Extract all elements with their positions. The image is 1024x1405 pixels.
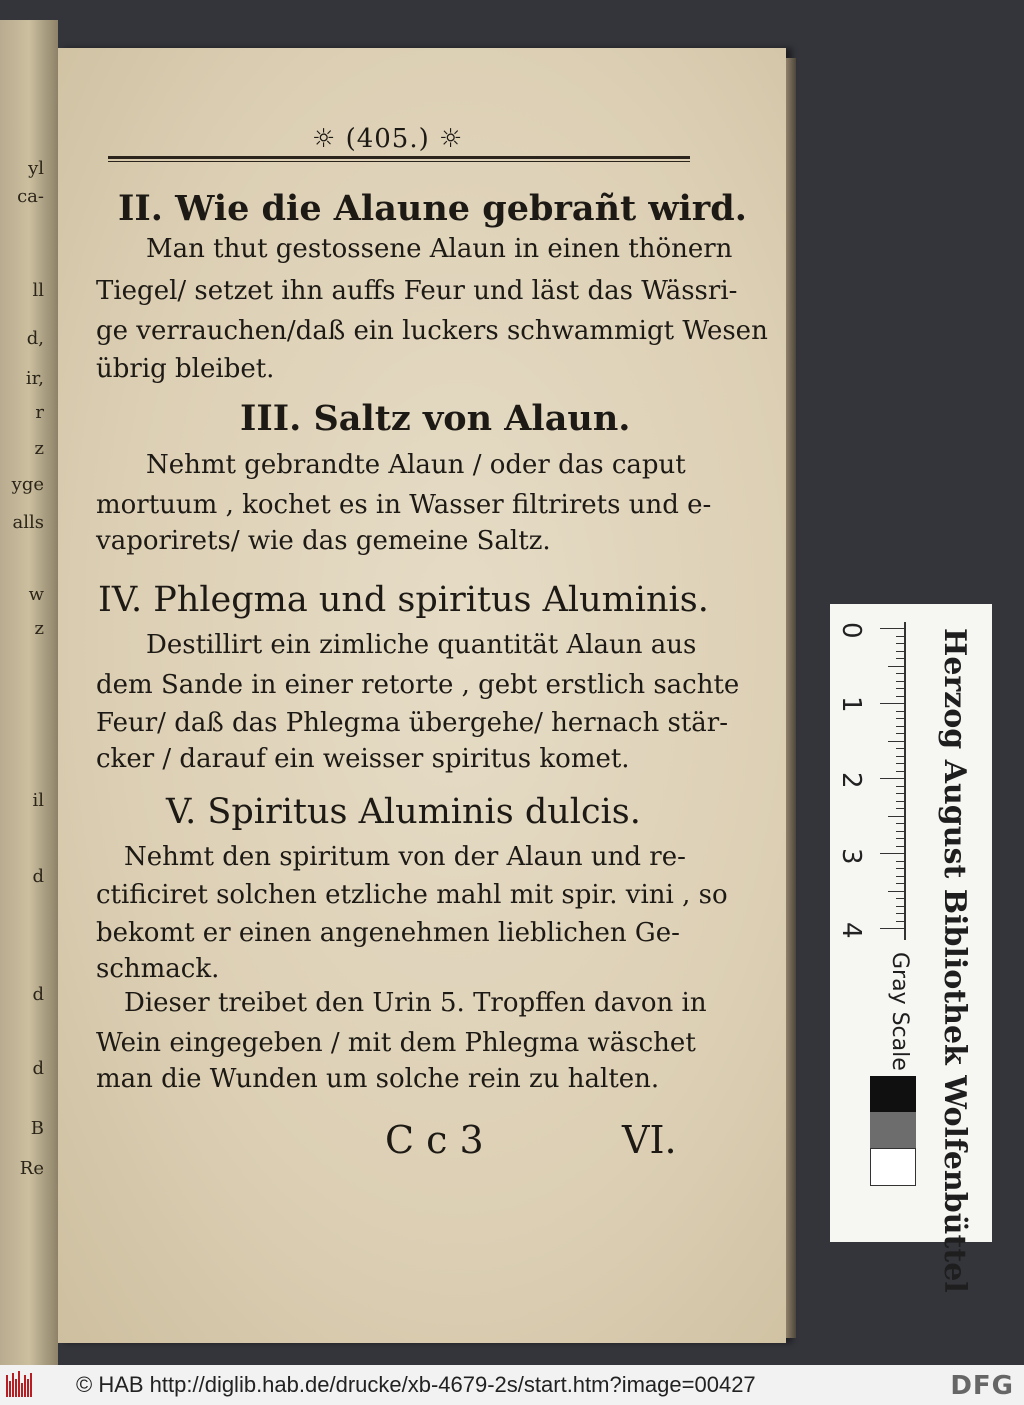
text-line: Dieser treibet den Urin 5. Tropffen davon in [124,988,707,1018]
text-line: man die Wunden um solche rein zu halten. [96,1064,660,1094]
text-line: Destillirt ein zimliche quantität Alaun aus [146,630,697,660]
footer-bar [0,1365,1024,1405]
text-line: dem Sande in einer retorte , gebt erstlich sachte [96,670,740,700]
header-rule-thin [108,161,690,162]
left-strip-fragment: yge [11,474,44,495]
catchword: VI. [622,1118,677,1162]
text-line: bekomt er einen angenehmen lieblichen Ge- [96,918,680,948]
dfg-logo: DFG [950,1371,1014,1401]
text-line: Tiegel/ setzet ihn auffs Feur und läst das Wässri- [96,276,738,306]
ruler-tick [880,778,906,779]
left-strip-fragment: d [32,866,44,887]
left-strip-fragment: d [32,1058,44,1079]
text-line: ge verrauchen/daß ein luckers schwammigt Wesen [96,316,768,346]
page-edge [786,58,796,1338]
logo-bar [27,1379,29,1397]
institution-name: Herzog August Bibliothek Wolfenbüttel [937,628,972,1293]
logo-bar [15,1379,17,1397]
ruler-tick [880,928,906,929]
logo-bar [21,1383,23,1397]
ruler-number: 1 [836,696,866,713]
gray-swatch-black [870,1076,916,1114]
section-heading: II. Wie die Alaune gebrañt wird. [118,188,747,229]
left-strip-fragment: il [32,790,44,811]
text-line: schmack. [96,954,220,984]
text-line: ctificiret solchen etzliche mahl mit spir. vini , so [96,880,728,910]
ruler-tick [880,703,906,704]
left-strip-fragment: w [28,584,44,605]
left-strip-fragment: ll [32,280,44,301]
left-strip-fragment: d, [26,328,44,349]
header-rule [108,156,690,159]
logo-bar [24,1375,26,1397]
text-line: Wein eingegeben / mit dem Phlegma wäschet [96,1028,696,1058]
section-heading: IV. Phlegma und spiritus Aluminis. [98,580,709,620]
logo-bar [30,1373,32,1397]
text-line: cker / darauf ein weisser spiritus komet. [96,744,630,774]
logo-bar [12,1373,14,1397]
ruler-baseline [904,622,906,940]
left-strip-fragment: yl [28,158,44,179]
gray-swatch-white [870,1148,916,1186]
logo-bar [9,1381,11,1397]
text-line: Man thut gestossene Alaun in einen thönern [146,234,733,264]
text-line: vaporirets/ wie das gemeine Saltz. [96,526,551,556]
signature-mark: C c 3 [385,1118,484,1162]
page-number-header: ☼ (405.) ☼ [312,124,464,154]
left-strip-fragment: z [34,618,44,639]
text-line: Nehmt den spiritum von der Alaun und re- [124,842,686,872]
section-heading: V. Spiritus Aluminis dulcis. [166,792,641,832]
adjacent-page-edge [0,20,58,1365]
ruler-tick [880,628,906,629]
logo-bar [18,1371,20,1397]
left-strip-fragment: ir, [25,368,44,389]
gray-swatch-mid [870,1112,916,1150]
text-line: Feur/ daß das Phlegma übergehe/ hernach stär- [96,708,729,738]
ruler-number: 3 [836,848,866,865]
left-strip-fragment: alls [12,512,44,533]
section-heading: III. Saltz von Alaun. [240,398,631,439]
hab-logo-icon [6,1371,36,1399]
credit-link[interactable]: © HAB http://diglib.hab.de/drucke/xb-4679-2s/start.htm?image=00427 [76,1372,756,1397]
ruler-number: 2 [836,772,866,789]
ruler-number: 4 [836,922,866,939]
logo-bar [6,1375,8,1397]
ruler-number: 0 [836,622,866,639]
left-strip-fragment: z [34,438,44,459]
left-strip-fragment: r [35,402,44,423]
text-line: übrig bleibet. [96,354,275,384]
left-strip-fragment: ca- [17,186,44,207]
ruler-tick [880,853,906,854]
left-strip-fragment: B [30,1118,44,1139]
text-line: mortuum , kochet es in Wasser filtrirets und e- [96,490,712,520]
text-line: Nehmt gebrandte Alaun / oder das caput [146,450,686,480]
gray-scale-label: Gray Scale [887,952,912,1071]
left-strip-fragment: d [32,984,44,1005]
left-strip-fragment: Re [19,1158,44,1179]
